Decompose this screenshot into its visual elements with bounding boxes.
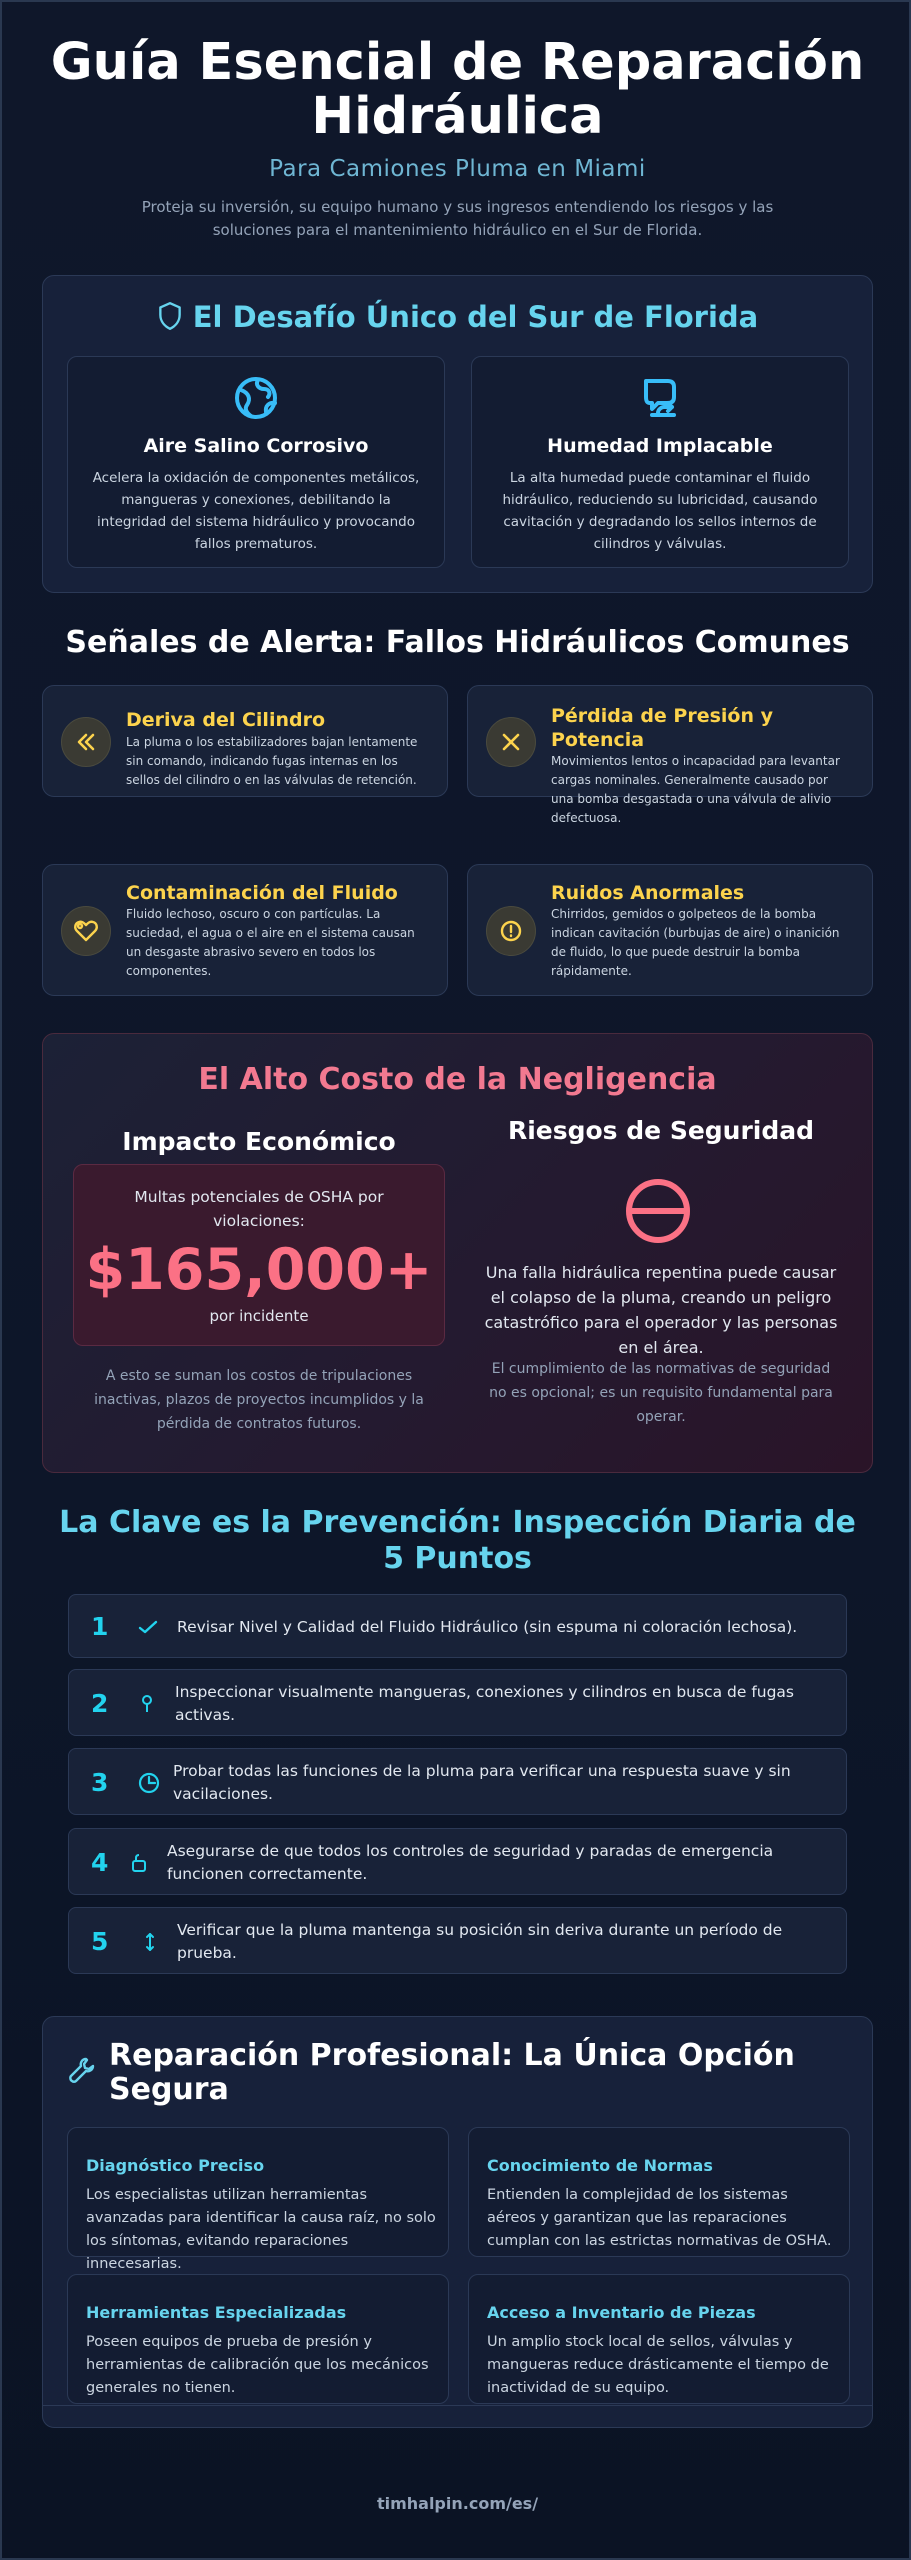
alert-title: Contaminación del Fluido: [126, 882, 398, 904]
wrench-icon: [67, 2055, 97, 2085]
professional-section: [42, 2016, 873, 2428]
fine-label: Multas potenciales de OSHA por violaciones:: [134, 1188, 384, 1230]
alert-text: Fluido lechoso, oscuro o con partículas. La suciedad, el agua o el aire en el sistema causan un desgaste abrasivo severo en todos los componentes.: [126, 907, 415, 978]
page-subtitle: Para Camiones Pluma en Miami: [269, 156, 646, 182]
check-icon: [137, 1619, 159, 1635]
pro-card-text: Los especialistas utilizan herramientas avanzadas para identificar la causa raíz, no solo los síntomas, evitando reparaciones innecesarias.: [86, 2187, 436, 2272]
x-icon: [499, 730, 523, 754]
step-text: Probar todas las funciones de la pluma para verificar una respuesta suave y sin vacilaciones.: [173, 1761, 791, 1803]
step-text: Asegurarse de que todos los controles de seguridad y paradas de emergencia funcionen correctamente.: [167, 1841, 774, 1883]
lock-icon: [129, 1853, 149, 1873]
fine-per: por incidente: [209, 1307, 309, 1325]
inspection-step: [68, 1828, 847, 1895]
safety-title: Riesgos de Seguridad: [507, 1116, 815, 1145]
step-number: 5: [91, 1927, 109, 1956]
cost-title: El Alto Costo de la Negligencia: [198, 1062, 717, 1097]
vertical-arrows-icon: [144, 1931, 156, 1953]
water-drop-icon: [638, 373, 682, 423]
pro-card-title: Acceso a Inventario de Piezas: [487, 2303, 756, 2322]
heart-icon: [73, 919, 99, 943]
pro-card-title: Herramientas Especializadas: [86, 2303, 347, 2322]
challenge-title: El Desafío Único del Sur de Florida: [192, 300, 759, 334]
safety-text: Una falla hidráulica repentina puede causar el colapso de la pluma, creando un peligro catastrófico para el operador y las personas en el área.: [484, 1263, 838, 1357]
fine-box: [73, 1164, 445, 1346]
step-number: 2: [91, 1689, 109, 1718]
inspection-step: [68, 1748, 847, 1815]
pro-card-text: Un amplio stock local de sellos, válvulas y mangueras reduce drásticamente el tiempo de inactividad de su equipo.: [487, 2334, 829, 2396]
alert-card-fluid-contamination: [42, 864, 448, 996]
alert-card-abnormal-noises: [467, 864, 873, 996]
pro-card-text: Entienden la complejidad de los sistemas aéreos y garantizan que las reparaciones cumplan con las estrictas normativas de OSHA.: [487, 2187, 832, 2249]
step-text: Verificar que la pluma mantenga su posición sin deriva durante un período de prueba.: [177, 1920, 783, 1962]
alert-card-pressure-loss: [467, 685, 873, 825]
inspection-step: [68, 1669, 847, 1736]
alert-card-cylinder-drift: [42, 685, 448, 797]
pro-card-text: Poseen equipos de prueba de presión y herramientas de calibración que los mecánicos generales no tienen.: [86, 2334, 429, 2396]
footer-divider: [42, 2405, 873, 2406]
inspection-title: La Clave es la Prevención: Inspección Diaria de 5 Puntos: [59, 1505, 856, 1576]
safety-note: El cumplimiento de las normativas de seguridad no es opcional; es un requisito fundamental para operar.: [489, 1361, 833, 1425]
cost-section: [42, 1033, 873, 1473]
alert-text: La pluma o los estabilizadores bajan lentamente sin comando, indicando fugas internas en los sellos del cilindro o en las válvulas de retención.: [126, 735, 418, 787]
step-number: 3: [91, 1768, 109, 1797]
pro-card-title: Conocimiento de Normas: [487, 2156, 713, 2175]
challenge-item-title: Humedad Implacable: [547, 435, 773, 457]
economic-note: A esto se suman los costos de tripulaciones inactivas, plazos de proyectos incumplidos y la pérdida de contratos futuros.: [94, 1368, 424, 1432]
pro-card: [468, 2274, 850, 2404]
inspection-step: [68, 1594, 847, 1658]
professional-title: Reparación Profesional: La Única Opción Segura: [109, 2038, 795, 2107]
header: [2, 33, 911, 242]
challenge-heading: [43, 300, 872, 334]
challenge-item-text: La alta humedad puede contaminar el fluido hidráulico, reduciendo su lubricidad, causando cavitación y degradando los sellos internos de cilindros y válvulas.: [502, 470, 818, 552]
challenge-item-text: Acelera la oxidación de componentes metálicos, mangueras y conexiones, debilitando la integridad del sistema hidráulico y provocando fallos prematuros.: [92, 470, 420, 552]
alert-text: Movimientos lentos o incapacidad para levantar cargas nominales. Generalmente causado por una bomba desgastada o una válvula de alivio defectuosa.: [551, 754, 840, 825]
alert-circle-icon: [499, 919, 523, 943]
step-text: Revisar Nivel y Calidad del Fluido Hidráulico (sin espuma ni coloración lechosa).: [177, 1617, 798, 1636]
pro-card: [468, 2127, 850, 2257]
alert-title: Ruidos Anormales: [551, 882, 745, 904]
page-intro: Proteja su inversión, su equipo humano y sus ingresos entendiendo los riesgos y las soluciones para el mantenimiento hidráulico en el Sur de Florida.: [141, 198, 774, 239]
challenge-section: [42, 275, 873, 593]
alert-title: Pérdida de Presión y Potencia: [551, 705, 774, 751]
page-title: Guía Esencial de Reparación Hidráulica: [50, 33, 865, 146]
no-entry-icon: [623, 1176, 693, 1246]
pro-card-title: Diagnóstico Preciso: [86, 2156, 265, 2175]
challenge-item-title: Aire Salino Corrosivo: [143, 435, 369, 457]
chevrons-left-icon: [74, 730, 98, 754]
footer-link[interactable]: timhalpin.com/es/: [376, 2494, 539, 2513]
inspection-step: [68, 1907, 847, 1974]
step-number: 1: [91, 1612, 109, 1641]
alert-text: Chirridos, gemidos o golpeteos de la bomba indican cavitación (burbujas de aire) o inanición de fluido, lo que puede destruir la bomba rápidamente.: [551, 907, 840, 978]
challenge-card-humidity: [471, 356, 849, 568]
clock-icon: [137, 1771, 161, 1795]
economic-title: Impacto Económico: [122, 1127, 396, 1156]
challenge-card-salt-air: [67, 356, 445, 568]
pro-card: [67, 2127, 449, 2272]
globe-icon: [231, 373, 281, 423]
alerts-title: Señales de Alerta: Fallos Hidráulicos Comunes: [65, 625, 850, 660]
step-number: 4: [91, 1848, 109, 1877]
alert-title: Deriva del Cilindro: [126, 709, 326, 731]
fine-amount: $165,000+: [85, 1237, 433, 1303]
pro-card: [67, 2274, 449, 2404]
pin-icon: [141, 1694, 153, 1714]
shield-icon: [157, 301, 183, 331]
step-text: Inspeccionar visualmente mangueras, conexiones y cilindros en busca de fugas activas.: [175, 1682, 795, 1724]
